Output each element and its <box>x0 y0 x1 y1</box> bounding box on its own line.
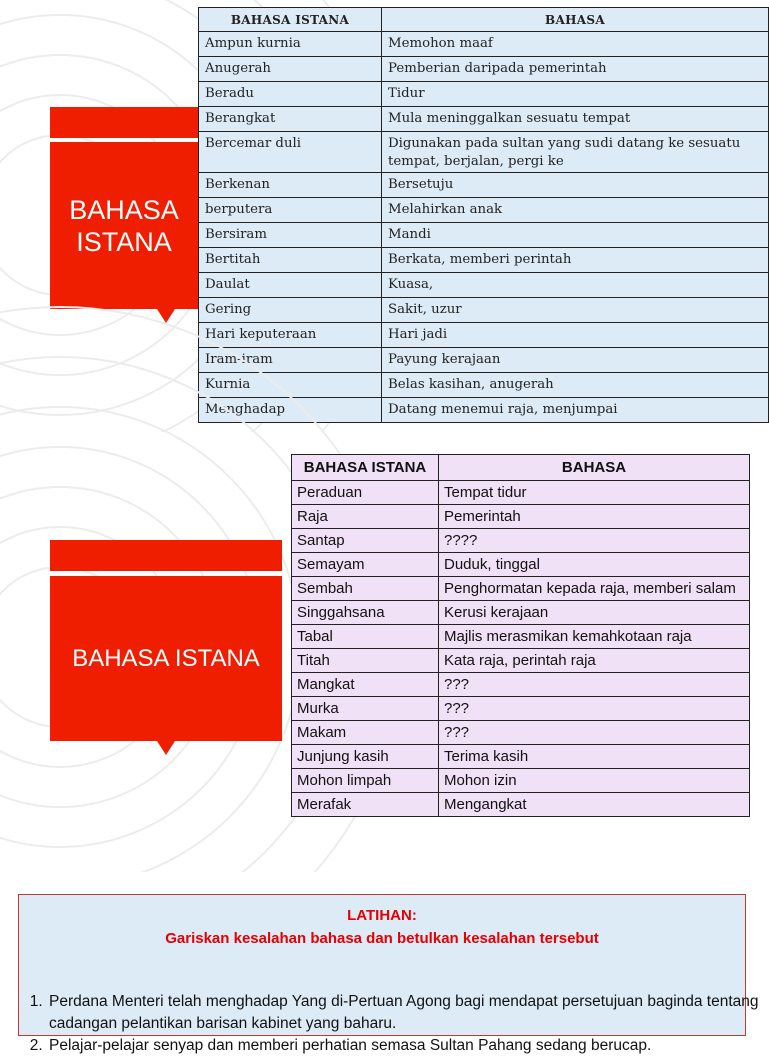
term-cell: Iram-iram <box>199 348 382 373</box>
header-bahasa: BAHASA <box>439 455 750 481</box>
table-row <box>199 348 769 373</box>
table-row <box>292 673 750 697</box>
exercise-box <box>18 894 759 1054</box>
table-row <box>199 132 769 173</box>
meaning-cell: Sakit, uzur <box>382 298 769 323</box>
table-row <box>199 323 769 348</box>
table-row <box>292 553 750 577</box>
meaning-cell: Majlis merasmikan kemahkotaan raja <box>439 625 750 649</box>
term-cell: Titah <box>292 649 439 673</box>
meaning-cell: Hari jadi <box>382 323 769 348</box>
term-cell: Peraduan <box>292 481 439 505</box>
meaning-cell: ??? <box>439 673 750 697</box>
meaning-cell: Mengangkat <box>439 793 750 817</box>
meaning-cell: Berkata, memberi perintah <box>382 248 769 273</box>
meaning-cell: Kuasa, <box>382 273 769 298</box>
table-row <box>292 601 750 625</box>
term-cell: Berangkat <box>199 107 382 132</box>
side-title-block <box>50 576 282 741</box>
slide-3 <box>0 872 768 1054</box>
term-cell: Tabal <box>292 625 439 649</box>
meaning-cell: Datang menemui raja, menjumpai <box>382 398 769 423</box>
meaning-cell: Kerusi kerajaan <box>439 601 750 625</box>
term-cell: Mangkat <box>292 673 439 697</box>
term-cell: Santap <box>292 529 439 553</box>
term-cell: Bercemar duli <box>199 132 382 173</box>
meaning-cell: ???? <box>439 529 750 553</box>
exercise-instruction: Gariskan kesalahan bahasa dan betulkan kesalahan tersebut <box>165 930 599 947</box>
term-cell: Kurnia <box>199 373 382 398</box>
exercise-title: LATIHAN: <box>347 907 417 924</box>
table-row <box>199 398 769 423</box>
table-row <box>199 82 769 107</box>
table-row <box>199 223 769 248</box>
table-row <box>292 745 750 769</box>
meaning-cell: Bersetuju <box>382 173 769 198</box>
meaning-cell: Terima kasih <box>439 745 750 769</box>
meaning-cell: Tidur <box>382 82 769 107</box>
table-row <box>199 198 769 223</box>
slide-2 <box>0 432 768 872</box>
side-title: BAHASA ISTANA <box>69 194 179 257</box>
side-title-block <box>50 142 198 309</box>
table-row <box>292 577 750 601</box>
meaning-cell: Mohon izin <box>439 769 750 793</box>
exercise-item: 1. Perdana Menteri telah menghadap Yang di-Pertuan Agong bagi mendapat persetujuan baginda tentang cadangan pelantikan barisan kabinet yang baharu. <box>47 991 765 1035</box>
table-row <box>199 173 769 198</box>
term-cell: Mohon limpah <box>292 769 439 793</box>
meaning-cell: Payung kerajaan <box>382 348 769 373</box>
pointer-triangle <box>157 309 175 323</box>
exercise-item: 2. Pelajar-pelajar senyap dan memberi perhatian semasa Sultan Pahang sedang berucap. <box>47 1035 765 1057</box>
table-row <box>292 721 750 745</box>
meaning-cell: Melahirkan anak <box>382 198 769 223</box>
header-bahasa-istana: BAHASA ISTANA <box>199 8 382 32</box>
meaning-cell: Pemberian daripada pemerintah <box>382 57 769 82</box>
accent-bar <box>50 107 198 138</box>
meaning-cell: Duduk, tinggal <box>439 553 750 577</box>
term-cell: Raja <box>292 505 439 529</box>
table-header-row <box>199 8 769 32</box>
term-cell: Beradu <box>199 82 382 107</box>
term-cell: Singgahsana <box>292 601 439 625</box>
meaning-cell: Mandi <box>382 223 769 248</box>
table-row <box>199 248 769 273</box>
term-cell: Junjung kasih <box>292 745 439 769</box>
meaning-cell: Kata raja, perintah raja <box>439 649 750 673</box>
term-cell: Hari keputeraan <box>199 323 382 348</box>
table-row <box>292 625 750 649</box>
table-row <box>292 769 750 793</box>
pointer-triangle <box>157 741 175 755</box>
table-row <box>199 298 769 323</box>
meaning-cell: Pemerintah <box>439 505 750 529</box>
table-header-row <box>292 455 750 481</box>
table-row <box>292 505 750 529</box>
header-bahasa-istana: BAHASA ISTANA <box>292 455 439 481</box>
meaning-cell: ??? <box>439 697 750 721</box>
meaning-cell: Digunakan pada sultan yang sudi datang ke sesuatu tempat, berjalan, pergi ke <box>382 132 769 173</box>
term-cell: Gering <box>199 298 382 323</box>
table-row <box>199 373 769 398</box>
term-cell: Bersiram <box>199 223 382 248</box>
side-title: BAHASA ISTANA <box>72 644 260 672</box>
table-row <box>292 529 750 553</box>
term-cell: Merafak <box>292 793 439 817</box>
term-cell: berputera <box>199 198 382 223</box>
meaning-cell: Penghormatan kepada raja, memberi salam <box>439 577 750 601</box>
term-cell: Murka <box>292 697 439 721</box>
slide-1 <box>0 0 768 432</box>
table-row <box>199 107 769 132</box>
table-row <box>292 697 750 721</box>
header-bahasa: BAHASA <box>382 8 769 32</box>
term-cell: Ampun kurnia <box>199 32 382 57</box>
accent-bar <box>50 540 282 571</box>
term-cell: Anugerah <box>199 57 382 82</box>
meaning-cell: Belas kasihan, anugerah <box>382 373 769 398</box>
table-row <box>292 793 750 817</box>
term-cell: Daulat <box>199 273 382 298</box>
term-cell: Semayam <box>292 553 439 577</box>
term-cell: Sembah <box>292 577 439 601</box>
table-row <box>199 32 769 57</box>
vocab-table-1 <box>198 7 769 423</box>
table-row <box>292 649 750 673</box>
meaning-cell: ??? <box>439 721 750 745</box>
exercise-list <box>25 991 765 1057</box>
meaning-cell: Tempat tidur <box>439 481 750 505</box>
term-cell: Menghadap <box>199 398 382 423</box>
term-cell: Berkenan <box>199 173 382 198</box>
table-row <box>292 481 750 505</box>
vocab-table-2 <box>291 454 750 817</box>
term-cell: Bertitah <box>199 248 382 273</box>
term-cell: Makam <box>292 721 439 745</box>
table-row <box>199 57 769 82</box>
table-row <box>199 273 769 298</box>
meaning-cell: Mula meninggalkan sesuatu tempat <box>382 107 769 132</box>
meaning-cell: Memohon maaf <box>382 32 769 57</box>
